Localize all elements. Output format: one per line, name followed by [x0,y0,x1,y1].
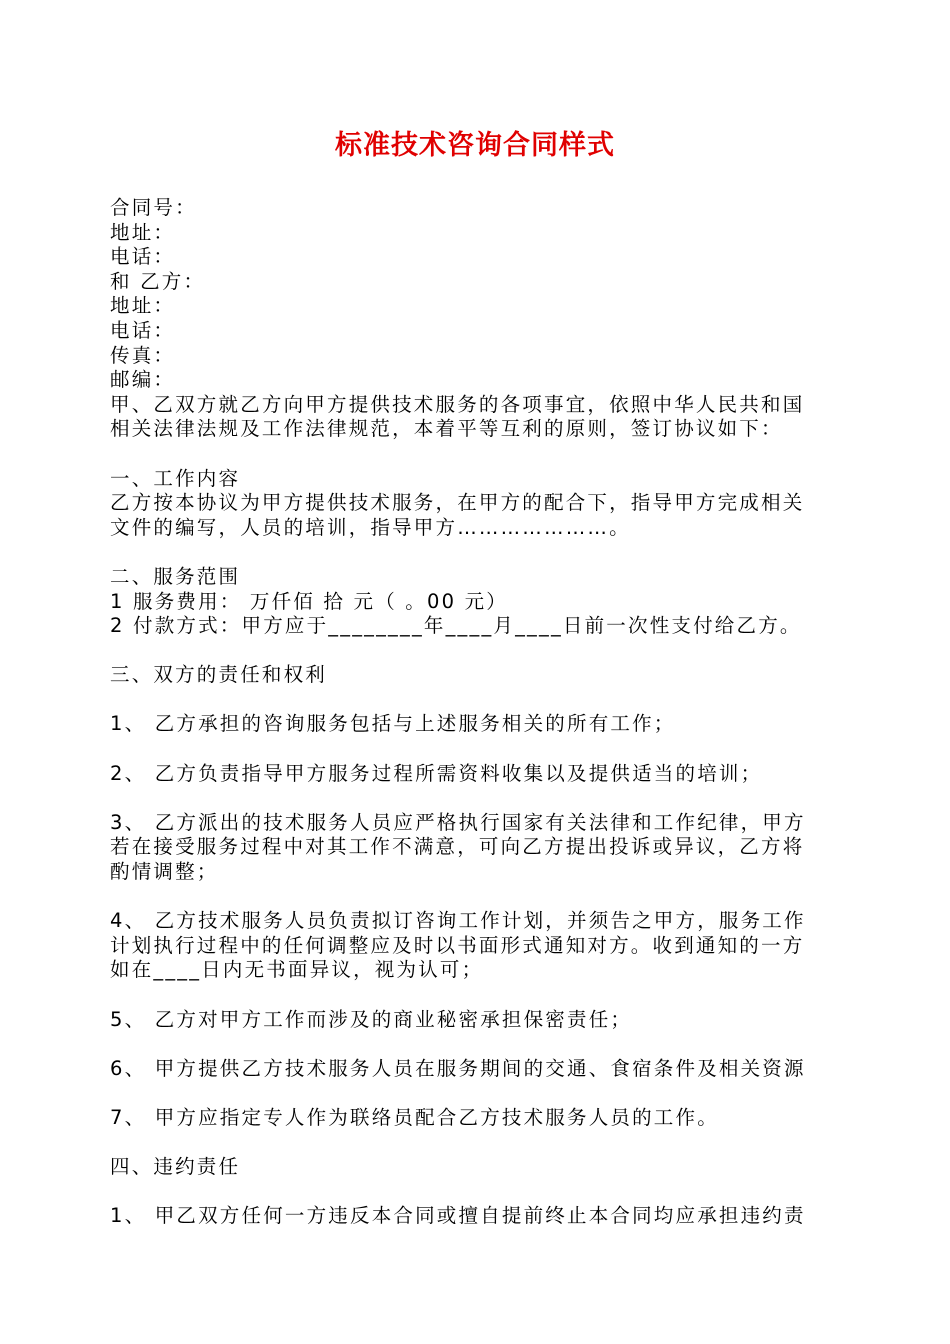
paragraph-line: 乙方按本协议为甲方提供技术服务，在甲方的配合下，指导甲方完成相关 [110,491,805,515]
document-body [110,196,845,1229]
field-address: 地址： [110,220,176,244]
clause-line: 计划执行过程中的任何调整应及时以书面形式通知对方。收到通知的一方 [110,933,805,957]
field-party-b: 和 乙方： [110,269,206,293]
paragraph-line: 文件的编写，人员的培训，指导甲方…………………。 [110,515,631,539]
intro-line: 相关法律法规及工作法律规范，本着平等互利的原则，签订协议如下： [110,417,783,441]
field-phone-b: 电话： [110,318,176,342]
field-contract-no: 合同号： [110,196,197,219]
clause-line: 2、 乙方负责指导甲方服务过程所需资料收集以及提供适当的培训； [110,761,763,785]
clause-line: 3、 乙方派出的技术服务人员应严格执行国家有关法律和工作纪律，甲方 [110,810,806,834]
section-heading: 二、服务范围 [110,564,241,588]
clause-line: 5、 乙方对甲方工作而涉及的商业秘密承担保密责任； [110,1007,633,1031]
field-postcode: 邮编： [110,368,176,392]
field-address-b: 地址： [110,294,176,318]
clause-line: 7、 甲方应指定专人作为联络员配合乙方技术服务人员的工作。 [110,1105,719,1129]
clause-line: 若在接受服务过程中对其工作不满意，可向乙方提出投诉或异议，乙方将 [110,835,805,859]
field-phone: 电话： [110,245,176,269]
paragraph-line: 2 付款方式：甲方应于________年____月____日前一次性支付给乙方。 [110,614,802,638]
clause-line: 1、 甲乙双方任何一方违反本合同或擅自提前终止本合同均应承担违约责 [110,1204,806,1228]
section-heading: 四、违约责任 [110,1155,241,1179]
intro-line: 甲、乙双方就乙方向甲方提供技术服务的各项事宜，依照中华人民共和国 [110,392,805,416]
document-title: 标准技术咨询合同样式 [335,130,615,161]
clause-line: 酌情调整； [110,860,219,884]
section-heading: 三、双方的责任和权利 [110,663,328,687]
clause-line: 如在____日内无书面异议，视为认可； [110,958,484,982]
field-fax: 传真： [110,343,176,367]
clause-line: 4、 乙方技术服务人员负责拟订咨询工作计划，并须告之甲方，服务工作 [110,909,806,933]
clause-line: 1、 乙方承担的咨询服务包括与上述服务相关的所有工作； [110,712,676,736]
paragraph-line: 1 服务费用： 万仟佰 拾 元（ 。00 元） [110,589,509,613]
clause-line: 6、 甲方提供乙方技术服务人员在服务期间的交通、食宿条件及相关资源 [110,1056,806,1080]
section-heading: 一、工作内容 [110,466,241,490]
